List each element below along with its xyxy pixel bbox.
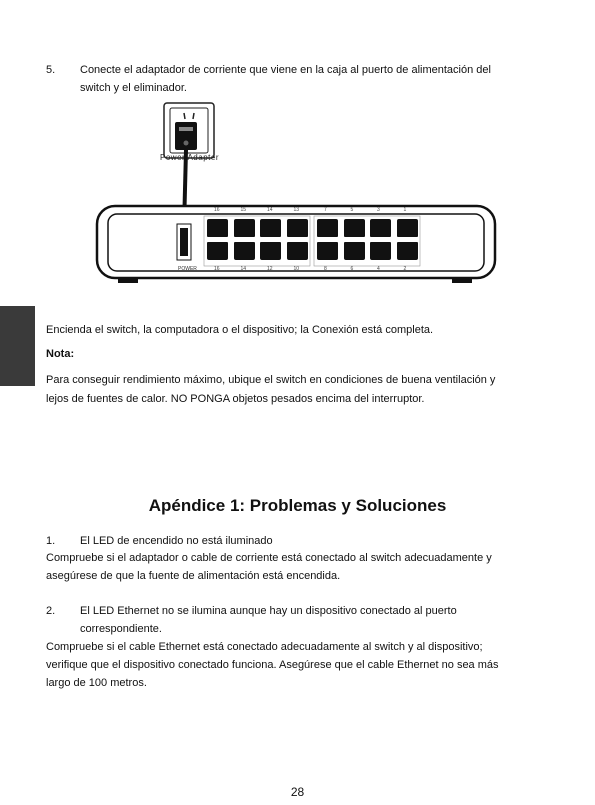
port-label-top: 16 — [214, 207, 220, 213]
note-title: Nota: — [46, 348, 75, 360]
step-text-line2: switch y el eliminador. — [80, 82, 187, 94]
port-label-top: 14 — [267, 207, 273, 213]
port-label-bottom: 14 — [240, 266, 247, 272]
page-number: 28 — [290, 785, 305, 799]
item2-text-line1: Compruebe si el cable Ethernet está conectado adecuadamente al switch y al dispositivo; — [46, 641, 483, 653]
port-label-bottom: 4 — [377, 266, 380, 272]
ethernet-port-top — [397, 219, 418, 237]
port-label-bottom: 12 — [267, 266, 273, 272]
power-adapter-label: Power Adapter — [160, 153, 219, 162]
ethernet-port-top — [317, 219, 338, 237]
appendix-title: Apéndice 1: Problemas y Soluciones — [148, 496, 447, 515]
port-label-top: 7 — [324, 207, 327, 213]
power-port-label: POWER — [178, 266, 197, 272]
ethernet-port-bottom — [370, 242, 391, 260]
item2-text-line2: verifique que el dispositivo conectado funciona. Asegúrese que el cable Ethernet no sea más — [46, 659, 499, 671]
note-text-line1: Para conseguir rendimiento máximo, ubique el switch en condiciones de buena ventilación y — [46, 374, 496, 386]
side-tab — [0, 306, 35, 386]
item2-title-line2: correspondiente. — [80, 623, 162, 635]
port-label-top: 13 — [293, 207, 300, 213]
ethernet-port-bottom — [234, 242, 255, 260]
ethernet-port-top — [260, 219, 281, 237]
item2-title-line1: El LED Ethernet no se ilumina aunque hay un dispositivo conectado al puerto — [80, 605, 457, 617]
power-adapter-icon — [175, 122, 197, 150]
item1-text-line2: asegúrese de que la fuente de alimentación está encendida. — [46, 570, 341, 582]
step-number: 5. — [46, 64, 56, 76]
step-text-line1: Conecte el adaptador de corriente que viene en la caja al puerto de alimentación del — [80, 64, 491, 76]
port-label-bottom: 8 — [324, 266, 327, 272]
ethernet-port-bottom — [260, 242, 281, 260]
port-label-bottom: 10 — [293, 266, 300, 272]
port-label-bottom: 2 — [403, 266, 407, 272]
item2-number: 2. — [46, 605, 56, 617]
item1-number: 1. — [46, 535, 56, 547]
ethernet-port-top — [370, 219, 391, 237]
port-label-bottom: 16 — [214, 266, 220, 272]
ethernet-port-bottom — [397, 242, 418, 260]
ethernet-port-bottom — [344, 242, 365, 260]
port-label-top: 3 — [377, 207, 380, 213]
item1-text-line1: Compruebe si el adaptador o cable de corriente está conectado al switch adecuadamente y — [46, 552, 492, 564]
ethernet-port-bottom — [317, 242, 338, 260]
ethernet-port-top — [287, 219, 308, 237]
ethernet-port-top — [207, 219, 228, 237]
port-label-bottom: 6 — [350, 266, 354, 272]
completion-text: Encienda el switch, la computadora o el dispositivo; la Conexión está completa. — [46, 324, 434, 336]
item1-title: El LED de encendido no está iluminado — [80, 535, 273, 547]
port-label-top: 1 — [403, 207, 407, 213]
ethernet-port-top — [234, 219, 255, 237]
ethernet-port-bottom — [207, 242, 228, 260]
ethernet-port-top — [344, 219, 365, 237]
note-text-line2: lejos de fuentes de calor. NO PONGA objetos pesados encima del interruptor. — [46, 393, 425, 405]
port-label-top: 15 — [240, 207, 247, 213]
ethernet-port-bottom — [287, 242, 308, 260]
port-label-top: 5 — [350, 207, 354, 213]
item2-text-line3: largo de 100 metros. — [46, 677, 147, 689]
